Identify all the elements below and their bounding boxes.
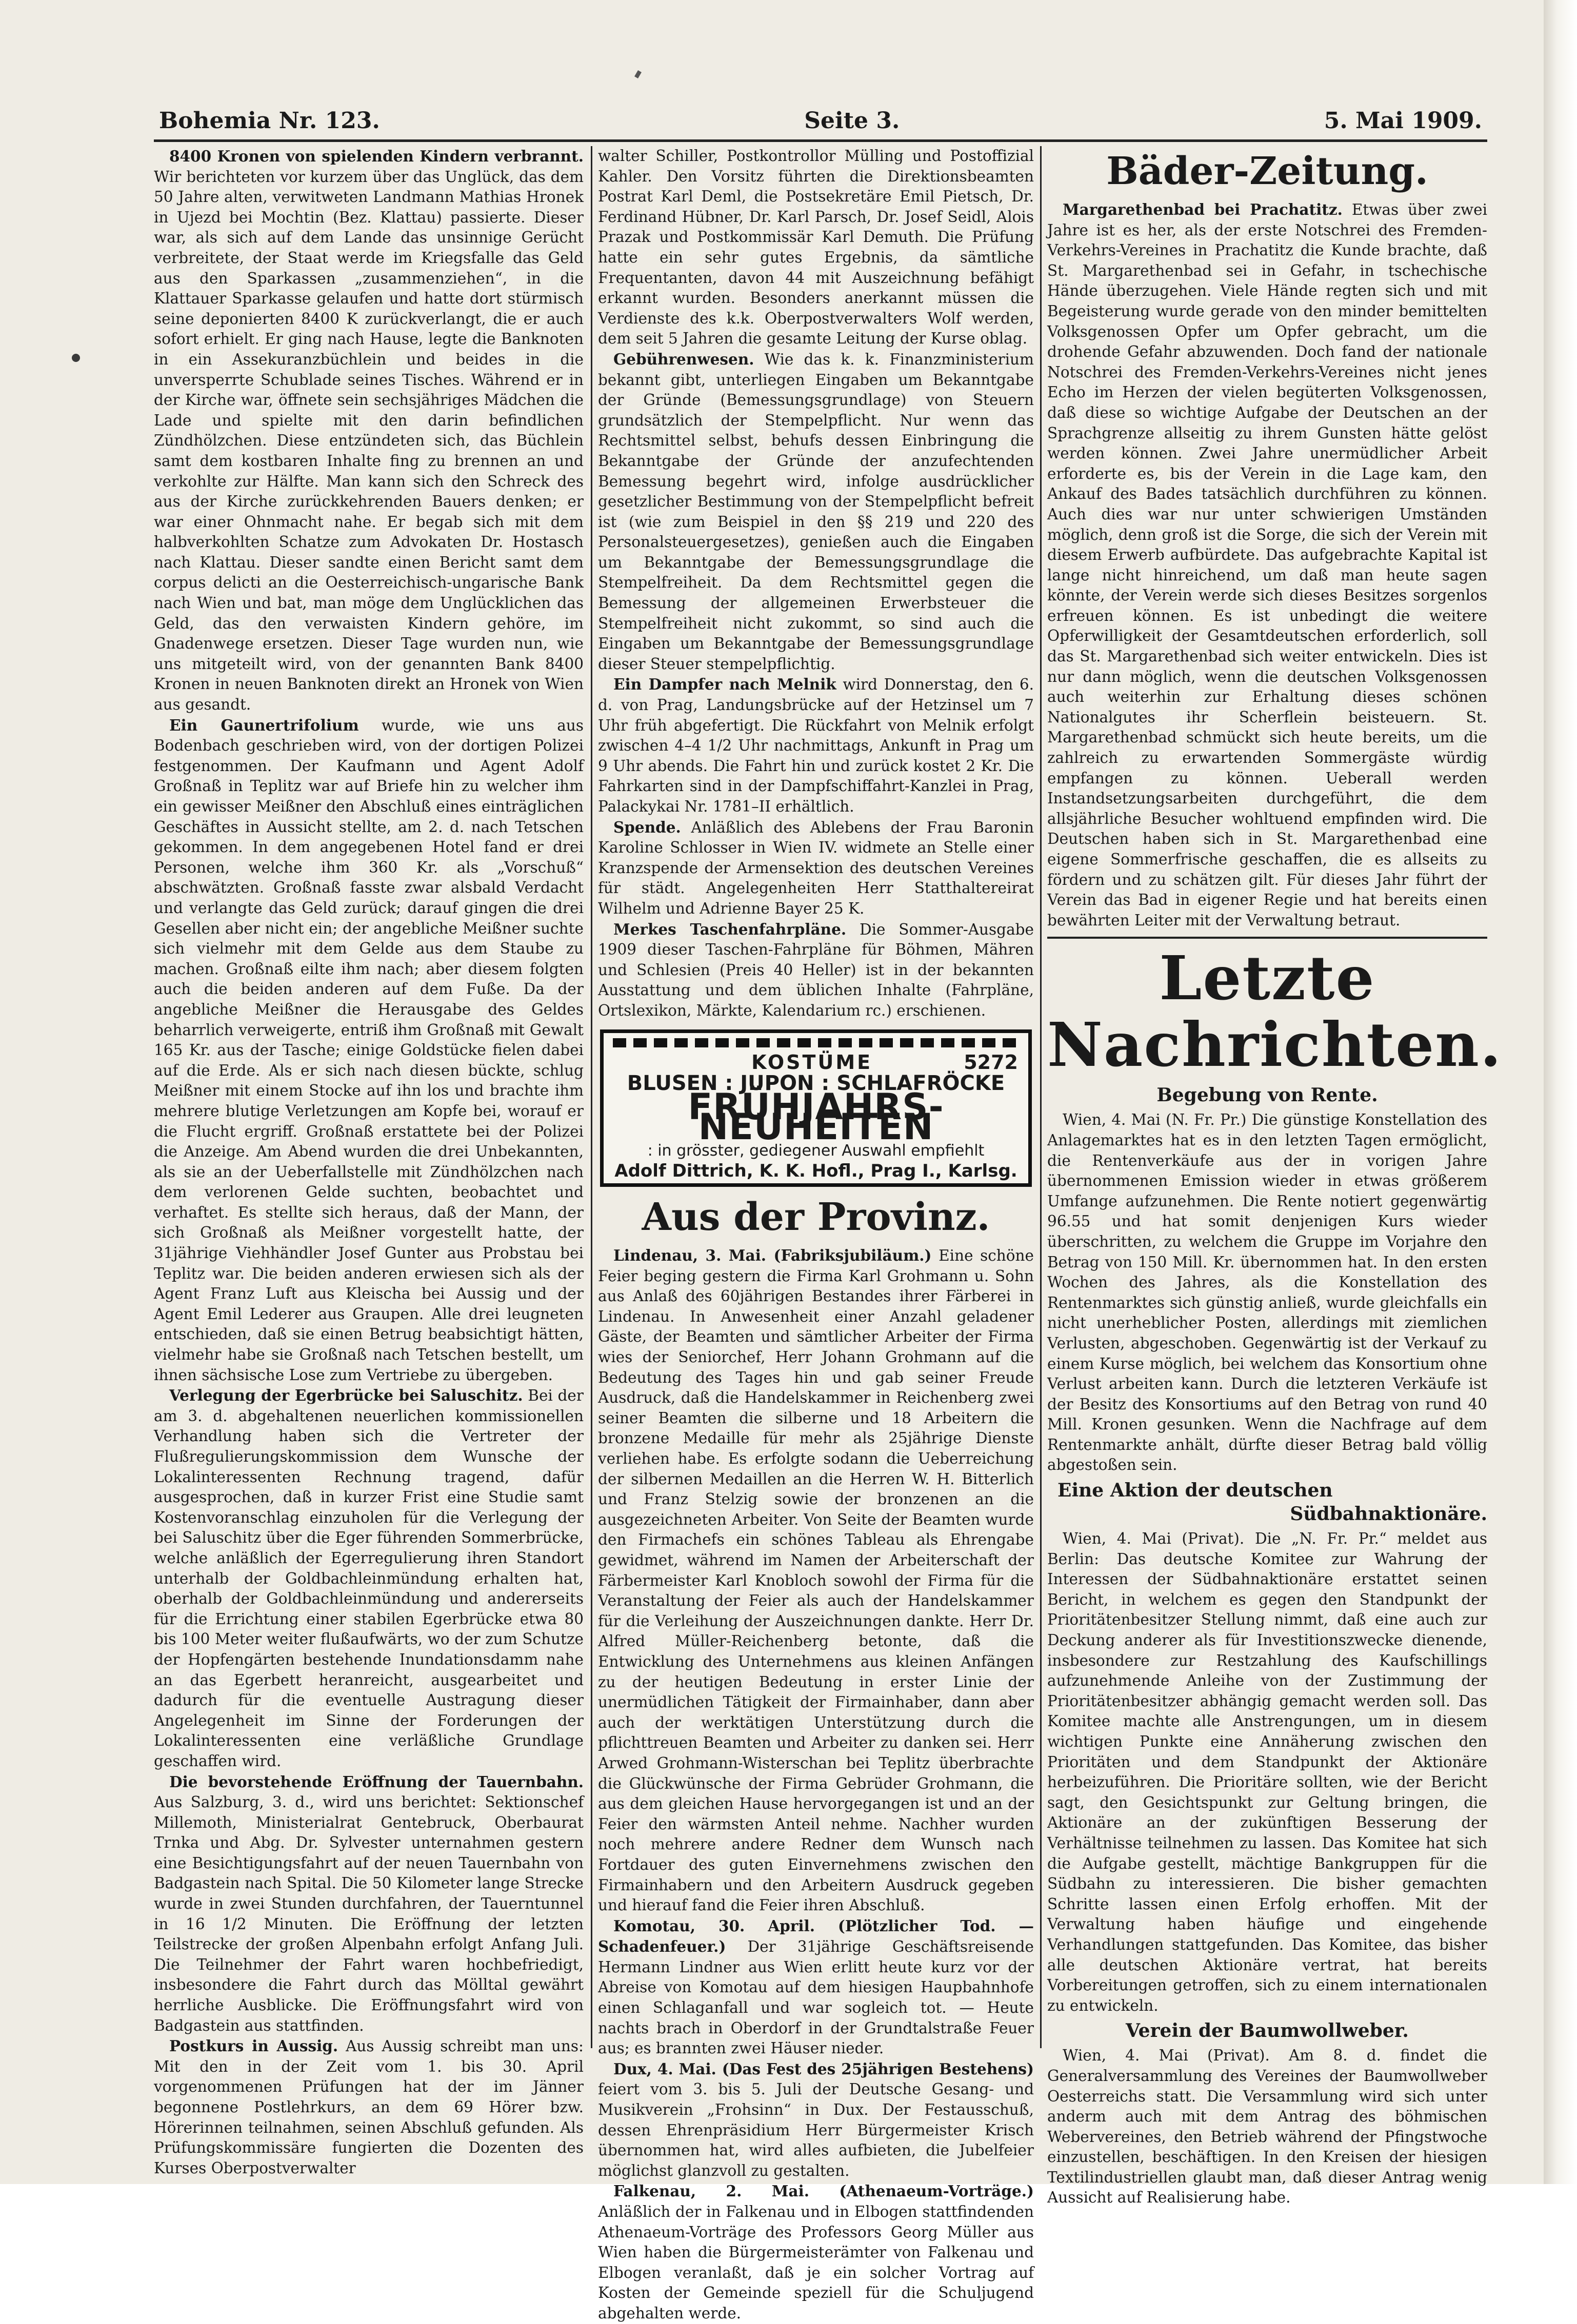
ad-number: 5272 <box>964 1050 1018 1074</box>
article-head: Spende. <box>613 818 681 836</box>
article-body: Anläßlich des Ablebens der Frau Baronin Karoline Schlosser in Wien IV. widmete an Stelle einer Kranzspende der Armensektion des deutschen Vereines für städt. Angelegenheiten Herr Statthaltereirat Wilhelm und Adrienne Bayer 25 K. <box>598 818 1034 917</box>
article-head: Postkurs in Aussig. <box>169 2037 338 2055</box>
section-divider <box>1047 937 1487 939</box>
article-body: Aus Salzburg, 3. d., wird uns berichtet: Sektionschef Millemoth, Ministerialrat Gentebruck, Oberbaurat Trnka und Abg. Dr. Sylvester unternahmen gestern eine Besichtigungsfahrt auf der neuen Tauernbahn von Badgastein nach Spital. Die 50 Kilometer lange Strecke wurde in zwei Stunden durchfahren, der Tauerntunnel in 16 1/2 Minuten. Die Eröffnung der letzten Teilstrecke der großen Alpenbahn erfolgt Anfang Juli. Die Teilnehmer der Fahrt waren hochbefriedigt, insbesondere die Fahrt durch das Mölltal gewährt herrliche Ausblicke. Die Eröffnungsfahrt wird von Badgastein aus stattfinden. <box>154 1793 584 2034</box>
header-page-number: Seite 3. <box>804 107 900 134</box>
article-body: Wien, 4. Mai (N. Fr. Pr.) Die günstige Konstellation des Anlagemarktes hat es in den letzten Tagen ermöglicht, die Rentenverkäufe aus der in vorigen Jahre übernommenen Emission wieder in etwas größerem Umfange aufzunehmen. Die Rente notiert gegenwärtig 96.55 und hat somit denjenigen Kurs wieder überschritten, zu welchem die Gruppe im Vorjahre den Betrag von 150 Mill. Kr. übernommen hat. In den ersten Wochen des Jahres, als die Konstellation des Rentenmarktes sich günstig anließ, wurde gleichfalls ein nicht unerheblicher Posten, allerdings mit ziemlichen Verlusten, abgeschoben. Gegenwärtig ist der Verkauf zu einem Kurse möglich, bei welchem das Konsortium ohne Verlust arbeiten kann. Durch die letzteren Verkäufe ist der Besitz des Konsortiums auf den Betrag von rund 40 Mill. Kronen gesunken. Wenn die Nachfrage auf dem Rentenmarkte anhält, dürfte dieser Betrag bald völlig abgestoßen sein. <box>1047 1111 1487 1474</box>
article-head: Margarethenbad bei Prachatitz. <box>1063 200 1343 218</box>
article-body: Bei der am 3. d. abgehaltenen neuerlichen kommissionellen Verhandlung haben sich die Vertreter der Flußregulierungskommission dem Wunsche der Lokalinteressenten Rechnung tragend, dafür ausgesprochen, daß in kurzer Frist eine Studie samt Kostenvoranschlag einzuholen für die Verlegung der bei Saluschitz über die Eger führenden Sommerbrücke, welche anläßlich der Egerregulierung ihren Standort unterhalb der Goldbachleinmündung erhalten hat, oberhalb der Goldbachleinmündung und andererseits für die Errichtung einer stabilen Egerbrücke etwa 80 bis 100 Meter weiter flußaufwärts, wo der zum Schutze der Hopfengärten bestehende Inundationsdamm nahe an das Egerbett heranreicht, ausgearbeitet und dadurch für die eventuelle Austragung dieser Angelegenheit im Sinne der Forderungen der Lokalinteressenten eine verläßliche Grundlage geschaffen wird. <box>154 1387 584 1770</box>
article-body: Aus Aussig schreibt man uns: Mit den in der Zeit vom 1. bis 30. April vorgenommenen Prüfungen hat der im Jänner begonnene Postlehrkurs, an dem 69 Hörer bzw. Hörerinnen teilnahmen, seinen Abschluß gefunden. Als Prüfungskommissäre fungierten die Dozenten des Kurses Oberpostverwalter <box>154 2037 584 2177</box>
article-head: Lindenau, 3. Mai. (Fabriksjubiläum.) <box>613 1246 932 1265</box>
ad-advertiser: Adolf Dittrich, K. K. Hofl., Prag I., Karlsg. <box>614 1160 1017 1181</box>
news-title: Verein der Baumwollweber. <box>1126 2020 1409 2042</box>
article-head: Verlegung der Egerbrücke bei Saluschitz. <box>169 1386 523 1405</box>
article-head: Die bevorstehende Eröffnung der Tauernbahn. <box>169 1772 584 1791</box>
article-head: Ein Gaunertrifolium <box>169 716 359 734</box>
article-head: Merkes Taschenfahrpläne. <box>613 920 847 938</box>
page-header <box>159 103 1482 138</box>
article-body: feiert vom 3. bis 5. Juli der Deutsche Gesang- und Musikverein „Frohsinn“ in Dux. Der Festausschuß, dessen Ehrenpräsidium Herr Bürgermeister Krisch übernommen hat, wird alles aufbieten, die Jubelfeier möglichst glanzvoll zu gestalten. <box>598 2080 1034 2179</box>
article-body: Wien, 4. Mai (Privat). Die „N. Fr. Pr.“ meldet aus Berlin: Das deutsche Komitee zur Wahrung der Interessen der Südbahnaktionäre erstattet seinen Bericht, in welchem es gegen den Standpunkt der Prioritätenbesitzer Stellung nimmt, daß eine auch zur Deckung anderer als für Investitionszwecke dienende, insbesondere zur Restzahlung des Kaufschillings aufzunehmende Anleihe von der Zustimmung der Prioritätenbesitzer abhängig gemacht werden soll. Das Komitee machte alle Anstrengungen, um in diesem wichtigen Punkte eine Annäherung zwischen den Prioritäten und dem Standpunkt der Aktionäre herbeizuführen. Die Prioritäre sollten, wie der Bericht sagt, den Gesichtspunkt zur Geltung bringen, die Aktionäre an der zukünftigen Besserung der Verhältnisse teilnehmen zu lassen. Das Komitee hat sich die Aufgabe gestellt, mächtige Bankgruppen für die Südbahn zu interessieren. Die bisher gemachten Schritte lassen einen Erfolg erhoffen. Mit der Verwaltung haben häufige und eingehende Verhandlungen stattgefunden. Das Komitee, das bisher alle deutschen Aktionäre vertrat, hat bereits Vorbereitungen getroffen, sich zu einem internationalen zu entwickeln. <box>1047 1530 1487 2014</box>
article-head: 8400 Kronen von spielenden Kindern verbrannt. <box>169 147 584 165</box>
article-body: Die Sommer-Ausgabe 1909 dieser Taschen-Fahrpläne für Böhmen, Mähren und Schlesien (Preis 40 Heller) ist in der bekannten Ausstattung und dem üblichen Inhalte (Fahrpläne, Ortslexikon, Märkte, Kalendarium rc.) erschienen. <box>598 920 1034 1019</box>
hole-mark <box>72 354 80 362</box>
article-body: Wien, 4. Mai (Privat). Am 8. d. findet die Generalversammlung des Vereines der Baumwollweber Oesterreichs statt. Die Versammlung wird sich unter anderm auch mit dem Antrag des böhmischen Webervereines, den Betrieb während der Pfingstwoche einzustellen, beschäftigen. In den Kreisen der hiesigen Textilindustriellen glaubt man, daß dieser Antrag wenig Aussicht auf Realisierung habe. <box>1047 2047 1487 2207</box>
article-head: Dux, 4. Mai. (Das Fest des 25jährigen Bestehens) <box>613 2059 1034 2078</box>
news-title: Begebung von Rente. <box>1156 1084 1378 1106</box>
ad-headline: FRÜHJAHRS-NEUHEITEN <box>688 1085 944 1148</box>
article-body: Der 31jährige Geschäftsreisende Hermann Lindner aus Wien erlitt heute kurz vor der Abreise von Komotau auf dem hiesigen Haupbahnhofe einen Schlaganfall und war sogleich tot. — Heute nachts brach in Oberdorf in der Grundtalstraße Feuer aus; es brannten zwei Häuser nieder. <box>598 1938 1034 2057</box>
article-head: Komotau, 30. April. (Plötzlicher Tod. — Schadenfeuer.) <box>598 1916 1034 1956</box>
article-body: Anläßlich der in Falkenau und in Elbogen stattfindenden Athenaeum-Vorträge des Professors Georg Müller aus Wien haben die Bürgermeisterämter von Falkenau und Elbogen veranlaßt, daß je ein solcher Vortrag auf Kosten der Gemeinde speziell für die Schuljugend abgehalten werde. <box>598 2203 1034 2322</box>
ad-blusen: BLUSEN : JUPON : SCHLAFRÖCKE <box>627 1072 1005 1096</box>
column-1 <box>154 146 584 2177</box>
article-body: walter Schiller, Postkontrollor Mülling und Postoffizial Kahler. Den Vorsitz führten die Direktionsbeamten Postrat Karl Deml, die Postsekretäre Emil Pietsch, Dr. Ferdinand Hübner, Dr. Karl Parsch, Dr. Josef Seidl, Alois Prazak und Postkommissär Karl Demuth. Die Prüfung hatte ein sehr gutes Ergebnis, da sämtliche Frequentanten, davon 44 mit Auszeichnung befähigt erkannt wurden. Besonders anerkannt müssen die Verdienste des k.k. Oberpostverwalters Wolf werden, dem seit 5 Jahren die gesamte Leitung der Kurse oblag. <box>598 147 1034 348</box>
news-title-line2: Südbahnaktionäre. <box>1290 1503 1487 1525</box>
ad-top-row <box>604 1050 1028 1074</box>
column-rule-2 <box>1040 146 1042 2048</box>
section-title-baeder: Bäder-Zeitung. <box>1106 149 1428 193</box>
article-body: wurde, wie uns aus Bodenbach geschrieben wird, von der dortigen Polizei festgenommen. Der Kaufmann und Agent Adolf Großnaß in Teplitz war auf Briefe hin zu welcher ihm ein gewisser Meißner den Abschluß eines einträglichen Geschäftes in Aussicht stellte, am 2. d. nach Tetschen gekommen. In dem angegebenen Hotel fand er drei Personen, welche ihm 360 Kr. als „Vorschuß“ abschwätzten. Großnaß fasste zwar alsbald Verdacht und verlangte das Geld zurück; darauf gingen die drei Gesellen aber nicht ein; der angebliche Meißner suchte sich vielmehr mit dem Gelde aus dem Staube zu machen. Großnaß eilte ihm nach; aber diesem folgten auch die beiden anderen auf dem Fuße. Da der angebliche Meißner die Herausgabe des Geldes beharrlich verweigerte, entriß ihm Großnaß mit Gewalt 165 Kr. aus der Tasche; einige Goldstücke fielen dabei auf die Erde. Als er sich nach diesen bückte, schlug Meißner mit einem Stocke auf ihn los und brachte ihm mehrere blutige Verletzungen am Kopfe bei, worauf er die Flucht ergriff. Großnaß erstattete bei der Polizei die Anzeige. Am Abend wurden die drei Unbekannten, als sie an der Ueberfallstelle mit Zündhölzchen nach dem verlorenen Gelde suchten, beobachtet und verhaftet. Es stellte sich heraus, daß der Mann, der sich Großnaß als Meißner vorgestellt hatte, der 31jährige Viehhändler Josef Gunter aus Probstau bei Teplitz war. Die beiden anderen erwiesen sich als der Agent Franz Luft aus Kleischa bei Aussig und der Agent Emil Lederer aus Graupen. Alle drei leugneten entschieden, daß sie einen Betrug beabsichtigt hätten, vielmehr habe sie Großnaß nach Tetschen bestellt, um ihnen sächsische Lose zum Vertriebe zu übergeben. <box>154 716 584 1384</box>
article-body: wird Donnerstag, den 6. d. von Prag, Landungsbrücke auf der Hetzinsel um 7 Uhr früh abgefertigt. Die Rückfahrt von Melnik erfolgt zwischen 4–4 1/2 Uhr nachmittags, Ankunft in Prag um 9 Uhr abends. Die Fahrt hin und zurück kostet 2 Kr. Die Fahrkarten sind in der Dampfschiffahrt-Kanzlei in Prag, Palackykai Nr. 1781–II erhältlich. <box>598 676 1034 815</box>
ad-kostueme: KOSTÜME <box>751 1050 873 1074</box>
header-date: 5. Mai 1909. <box>1324 107 1482 134</box>
article-body: Wie das k. k. Finanzministerium bekannt gibt, unterliegen Eingaben um Bekanntgabe der Gründe (Bemessungsgrundlage) von Steuern grundsätzlich der Stempelpflicht. Nur wenn das Rechtsmittel selbst, behufs dessen Einbringung die Bekanntgabe der Gründe der anzufechtenden Bemessung begehrt wird, infolge ausdrücklicher gesetzlicher Bestimmung von der Stempelpflicht befreit ist (wie zum Beispiel in den §§ 219 und 220 des Personalsteuergesetzes), genießen auch die Eingaben um Bekanntgabe der Bemessungsgrundlage die Stempelfreiheit. Da dem Rechtsmittel gegen die Bemessung der allgemeinen Erwerbsteuer die Stempelfreiheit nicht zukommt, so sind auch die Eingaben um Bekanntgabe der Bemessungsgrundlage dieser Steuer stempelpflichtig. <box>598 350 1034 673</box>
advertisement <box>600 1029 1032 1187</box>
page-edge <box>1544 0 1577 2184</box>
article-body: Etwas über zwei Jahre ist es her, als der erste Notschrei des Fremden-Verkehrs-Vereines in Prachatitz die Kunde brachte, daß St. Margarethenbad sei in Gefahr, in tschechische Hände überzugehen. Viele Hände regten sich und mit Begeisterung wurde gerade von den minder bemittelten Volksgenossen Opfer um Opfer gebracht, um die drohende Gefahr abzuwenden. Doch fand der nationale Notschrei des Fremden-Verkehrs-Vereines nicht jenes Echo im Herzen der vielen begüterten Volksgenossen, daß diese so wichtige Aufgabe der Deutschen an der Sprachgrenze allseitig zu ihrem Gunsten hätte gelöst werden können. Zwei Jahre unermüdlicher Arbeit erforderte es, bis der Verein in die Lage kam, den Ankauf des Bades tatsächlich durchführen zu können. Auch dies war nur unter schwierigen Umständen möglich, denn groß ist die Sorge, die sich der Verein mit diesem Erwerb aufbürdete. Das aufgebrachte Kapital ist lange nicht hinreichend, um daß man heute sagen könnte, der Verein werde sich dieses Besitzes sorgenlos erfreuen können. Es ist unbedingt die weitere Opferwilligkeit der Gesamtdeutschen erforderlich, soll das St. Margarethenbad sich weiter entwickeln. Dies ist nur dann möglich, wenn die deutschen Volksgenossen auch weiterhin zur Erhaltung dieses schönen Nationalgutes ihr Scherflein beisteuern. St. Margarethenbad schmückt sich heute bereits, um die zahlreich zu erwartenden Sommergäste würdig empfangen zu können. Ueberall werden Instandsetzungsarbeiten durchgeführt, die dem allsjährliche Besucher wohltuend empfinden wird. Die Deutschen haben sich in St. Margarethenbad eine eigene Sommerfrische geschaffen, die es allseits zu fördern und zu schätzen gilt. Für dieses Jahr führt der Verein das Bad in eigener Regie und hat bereits einen bewährten Leiter mit der Verwaltung betraut. <box>1047 201 1487 929</box>
column-3 <box>1047 146 1503 2207</box>
article-head: Ein Dampfer nach Melnik <box>613 675 836 694</box>
article-body: Wir berichteten vor kurzem über das Unglück, das dem 50 Jahre alten, verwitweten Landmann Mathias Hronek in Ujezd bei Mochtin (Bez. Klattau) passierte. Dieser war, als sich auf dem Lande das unsinnige Gerücht verbreitete, der Staat werde im Kriegsfalle das Geld aus den Sparkassen „zusammenziehen“, in die Klattauer Sparkasse gelaufen und hatte dort stürmisch seine deponierten 8400 K zurückverlangt, die er auch sofort erhielt. Er ging nach Hause, legte die Banknoten in ein Assekuranzbüchlein und beides in die unversperrte Schublade seines Tisches. Während er in der Kirche war, öffnete sein sechsjähriges Mädchen die Lade und spielte mit den darin befindlichen Zündhölzchen. Diese entzündeten sich, das Büchlein samt dem kostbaren Inhalte fing zu brennen an und verkohlte zur Hälfte. Man kann sich den Schreck des aus der Kirche zurückkehrenden Bauers denken; er war einer Ohnmacht nahe. Er begab sich mit dem halbverkohlten Schatze zum Advokaten Dr. Hostasch nach Klattau. Dieser sandte einen Bericht samt dem corpus delicti an die Oesterreichisch-ungarische Bank nach Wien und bat, man möge dem Unglücklichen das Geld, das den verwaisten Kindern gehöre, im Gnadenwege ersetzen. Dieser Tage wurden nun, wie uns mitgeteilt wird, von der genannten Bank 8400 Kronen in neuen Banknoten direkt an Hronek von Wien aus gesandt. <box>154 168 584 714</box>
ad-dash-border <box>613 1038 1019 1047</box>
news-title-line1: Eine Aktion der deutschen <box>1057 1480 1333 1502</box>
column-2 <box>598 146 1034 2322</box>
section-title-provinz: Aus der Provinz. <box>642 1195 990 1240</box>
header-issue: Bohemia Nr. 123. <box>159 107 380 134</box>
header-rule <box>154 139 1487 142</box>
section-title-nachrichten: Letzte Nachrichten. <box>1047 942 1503 1081</box>
article-body: Eine schöne Feier beging gestern die Firma Karl Grohmann u. Sohn aus Anlaß des 60jährigen Bestandes ihrer Färberei in Lindenau. In Anwesenheit einer Anzahl geladener Gäste, der Beamten und sämtlicher Arbeiter der Firma wies der Seniorchef, Herr Johann Grohmann auf die Bedeutung des Tages hin und gab seiner Freude Ausdruck, daß die Handelskammer in Reichenberg zwei seiner Beamten die silberne und 18 Arbeitern die bronzene Medaille für mehr als 25jährige Dienste verliehen habe. Es erfolgte sodann die Ueberreichung der silbernen Medaillen an die Herren W. H. Bitterlich und Franz Stelzig sowie der bronzenen an die ausgezeichneten Arbeiter. Von Seite der Beamten wurde den Firmachefs ein schönes Tableau als Ehrengabe gewidmet, während im Namen der Arbeiterschaft der Färbermeister Karl Knobloch sowohl der Firma für die Veranstaltung der Feier als auch der Handelskammer für die Verleihung der Auszeichnungen dankte. Herr Dr. Alfred Müller-Reichenberg betonte, daß die Entwicklung des Unternehmens aus kleinen Anfängen zu der heutigen Bedeutung in erster Linie der unermüdlichen Tätigkeit der Firmainhaber, dann aber auch der werktätigen Unterstützung durch die pflichttreuen Beamten und Arbeiter zu danken sei. Herr Arwed Grohmann-Wisterschan bei Teplitz überbrachte die Glückwünsche der Firma Gebrüder Grohmann, die aus dem gleichen Hause hervorgegangen ist und an der Feier den wärmsten Anteil nehme. Nachher wurden noch mehrere andere Redner dem Wunsch nach Fortdauer des guten Einvernehmens zwischen den Firmainhabern und den Arbeitern Ausdruck gegeben und hierauf fand die Feier ihren Abschluß. <box>598 1247 1034 1914</box>
column-rule-1 <box>591 146 592 2048</box>
ad-tagline: : in grösster, gediegener Auswahl empfiehlt <box>647 1141 985 1160</box>
article-head: Falkenau, 2. Mai. (Athenaeum-Vorträge.) <box>613 2182 1034 2200</box>
article-head: Gebührenwesen. <box>613 350 754 368</box>
